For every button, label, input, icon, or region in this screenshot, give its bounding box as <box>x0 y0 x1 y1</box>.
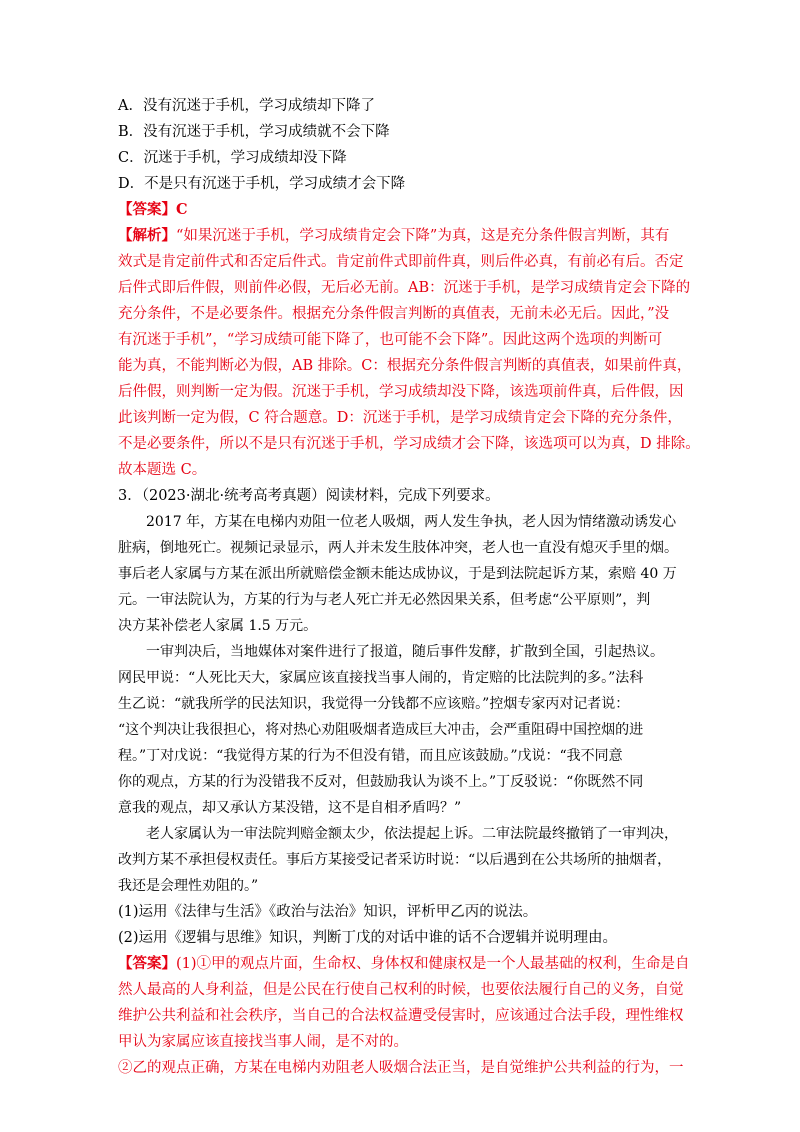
q3-para1-line-1: 脏病，倒地死亡。视频记录显示，两人并未发生肢体冲突，老人也一直没有熄灭手里的烟。 <box>118 540 678 556</box>
q3-para2-line-6: 意我的观点，却又承认方某没错，这不是自相矛盾吗？” <box>118 800 462 816</box>
answer3-line-4: ②乙的观点正确，方某在电梯内劝阻老人吸烟合法正当，是自觉维护公共利益的行为，一 <box>118 1060 684 1076</box>
question-3-header: 3．（2023·湖北·统考高考真题）阅读材料，完成下列要求。 <box>118 488 500 504</box>
analysis-line-3: 充分条件，不是必要条件。根据充分条件假言判断的真值表，无前未必无后。因此，”没 <box>118 306 670 322</box>
q3-para2-line-3: “这个判决让我很担心，将对热心劝阻吸烟者造成巨大冲击，会严重阻碍中国控烟的进 <box>118 722 644 738</box>
answer3-line-1: 然人最高的人身利益，但是公民在行使自己权利的时候，也要依法履行自己的义务，自觉 <box>118 982 684 998</box>
q3-para1-line-2: 事后老人家属与方某在派出所就赔偿金额未能达成协议，于是到法院起诉方某，索赔 40 万 <box>118 566 677 582</box>
analysis-line-6: 后件假，则判断一定为假。沉迷于手机，学习成绩却没下降，该选项前件真，后件假，因 <box>118 384 684 400</box>
analysis-line-9: 故本题选 C。 <box>118 462 207 478</box>
analysis-line-4: 有沉迷于手机”，“学习成绩可能下降了，也可能不会下降”。因此这两个选项的判断可 <box>118 332 663 348</box>
answer3-line-0 <box>118 954 690 974</box>
option-c: C．沉迷于手机，学习成绩却没下降 <box>118 150 347 166</box>
answer-line <box>118 200 188 220</box>
analysis-tag: 【解析】 <box>118 227 176 244</box>
answer3-line-3: 甲认为家属应该直接找当事人闹，是不对的。 <box>118 1034 408 1050</box>
analysis-first-line: “如果沉迷于手机，学习成绩肯定会下降”为真，这是充分条件假言判断，其有 <box>176 228 670 244</box>
q3-para1-line-0: 2017 年，方某在电梯内劝阻一位老人吸烟，两人发生争执，老人因为情绪激动诱发心 <box>146 514 677 530</box>
q3-task-2: (2)运用《逻辑与思维》知识，判断丁戊的对话中谁的话不合逻辑并说明理由。 <box>118 930 618 946</box>
analysis-line-5: 能为真，不能判断必为假，AB 排除。C：根据充分条件假言判断的真值表，如果前件真， <box>118 358 692 374</box>
q3-para3-line-2: 我还是会理性劝阻的。” <box>118 878 259 894</box>
analysis-line-2: 后件式即后件假，则前件必假，无后必无前。AB：沉迷于手机，是学习成绩肯定会下降的 <box>118 280 691 296</box>
option-a: A．没有沉迷于手机，学习成绩却下降了 <box>118 98 375 114</box>
option-d: D．不是只有沉迷于手机，学习成绩才会下降 <box>118 176 406 192</box>
answer-value: C <box>176 201 188 218</box>
q3-para2-line-4: 程。”丁对戊说：“我觉得方某的行为不但没有错，而且应该鼓励。”戊说：“我不同意 <box>118 748 623 764</box>
answer3-tag: 【答案】 <box>118 955 176 972</box>
q3-para2-line-2: 生乙说：“就我所学的民法知识，我觉得一分钱都不应该赔。”控烟专家丙对记者说： <box>118 696 630 712</box>
answer3-line-2: 维护公共利益和社会秩序，当自己的合法权益遭受侵害时，应该通过合法手段，理性维权 <box>118 1008 684 1024</box>
analysis-line-0 <box>118 226 669 246</box>
analysis-line-1: 效式是肯定前件式和否定后件式。肯定前件式即前件真，则后件必真，有前必有后。否定 <box>118 254 684 270</box>
analysis-line-8: 不是必要条件，所以不是只有沉迷于手机，学习成绩才会下降，该选项可以为真，D 排除。 <box>118 436 700 452</box>
option-b: B．没有沉迷于手机，学习成绩就不会下降 <box>118 124 390 140</box>
answer3-first-line: (1)①甲的观点片面，生命权、身体权和健康权是一个人最基础的权利，生命是自 <box>176 956 690 972</box>
q3-para2-line-5: 你的观点，方某的行为没错我不反对，但鼓励我认为谈不上。”丁反驳说：“你既然不同 <box>118 774 644 790</box>
q3-para1-line-3: 元。一审法院认为，方某的行为与老人死亡并无必然因果关系，但考虑“公平原则”，判 <box>118 592 651 608</box>
answer-tag: 【答案】 <box>118 201 176 218</box>
analysis-line-7: 此该判断一定为假，C 符合题意。D：沉迷于手机，是学习成绩肯定会下降的充分条件， <box>118 410 682 426</box>
q3-para1-line-4: 决方某补偿老人家属 1.5 万元。 <box>118 618 318 634</box>
q3-para3-line-1: 改判方某不承担侵权责任。事后方某接受记者采访时说：“以后遇到在公共场所的抽烟者， <box>118 852 672 868</box>
q3-task-1: (1)运用《法律与生活》《政治与法治》知识，评析甲乙丙的说法。 <box>118 904 538 920</box>
q3-para2-line-1: 网民甲说：“人死比天大，家属应该直接找当事人闹的，肯定赔的比法院判的多。”法科 <box>118 670 644 686</box>
q3-para3-line-0: 老人家属认为一审法院判赔金额太少，依法提起上诉。二审法院最终撤销了一审判决， <box>146 826 678 842</box>
q3-para2-line-0: 一审判决后，当地媒体对案件进行了报道，随后事件发酵，扩散到全国，引起热议。 <box>146 644 664 660</box>
